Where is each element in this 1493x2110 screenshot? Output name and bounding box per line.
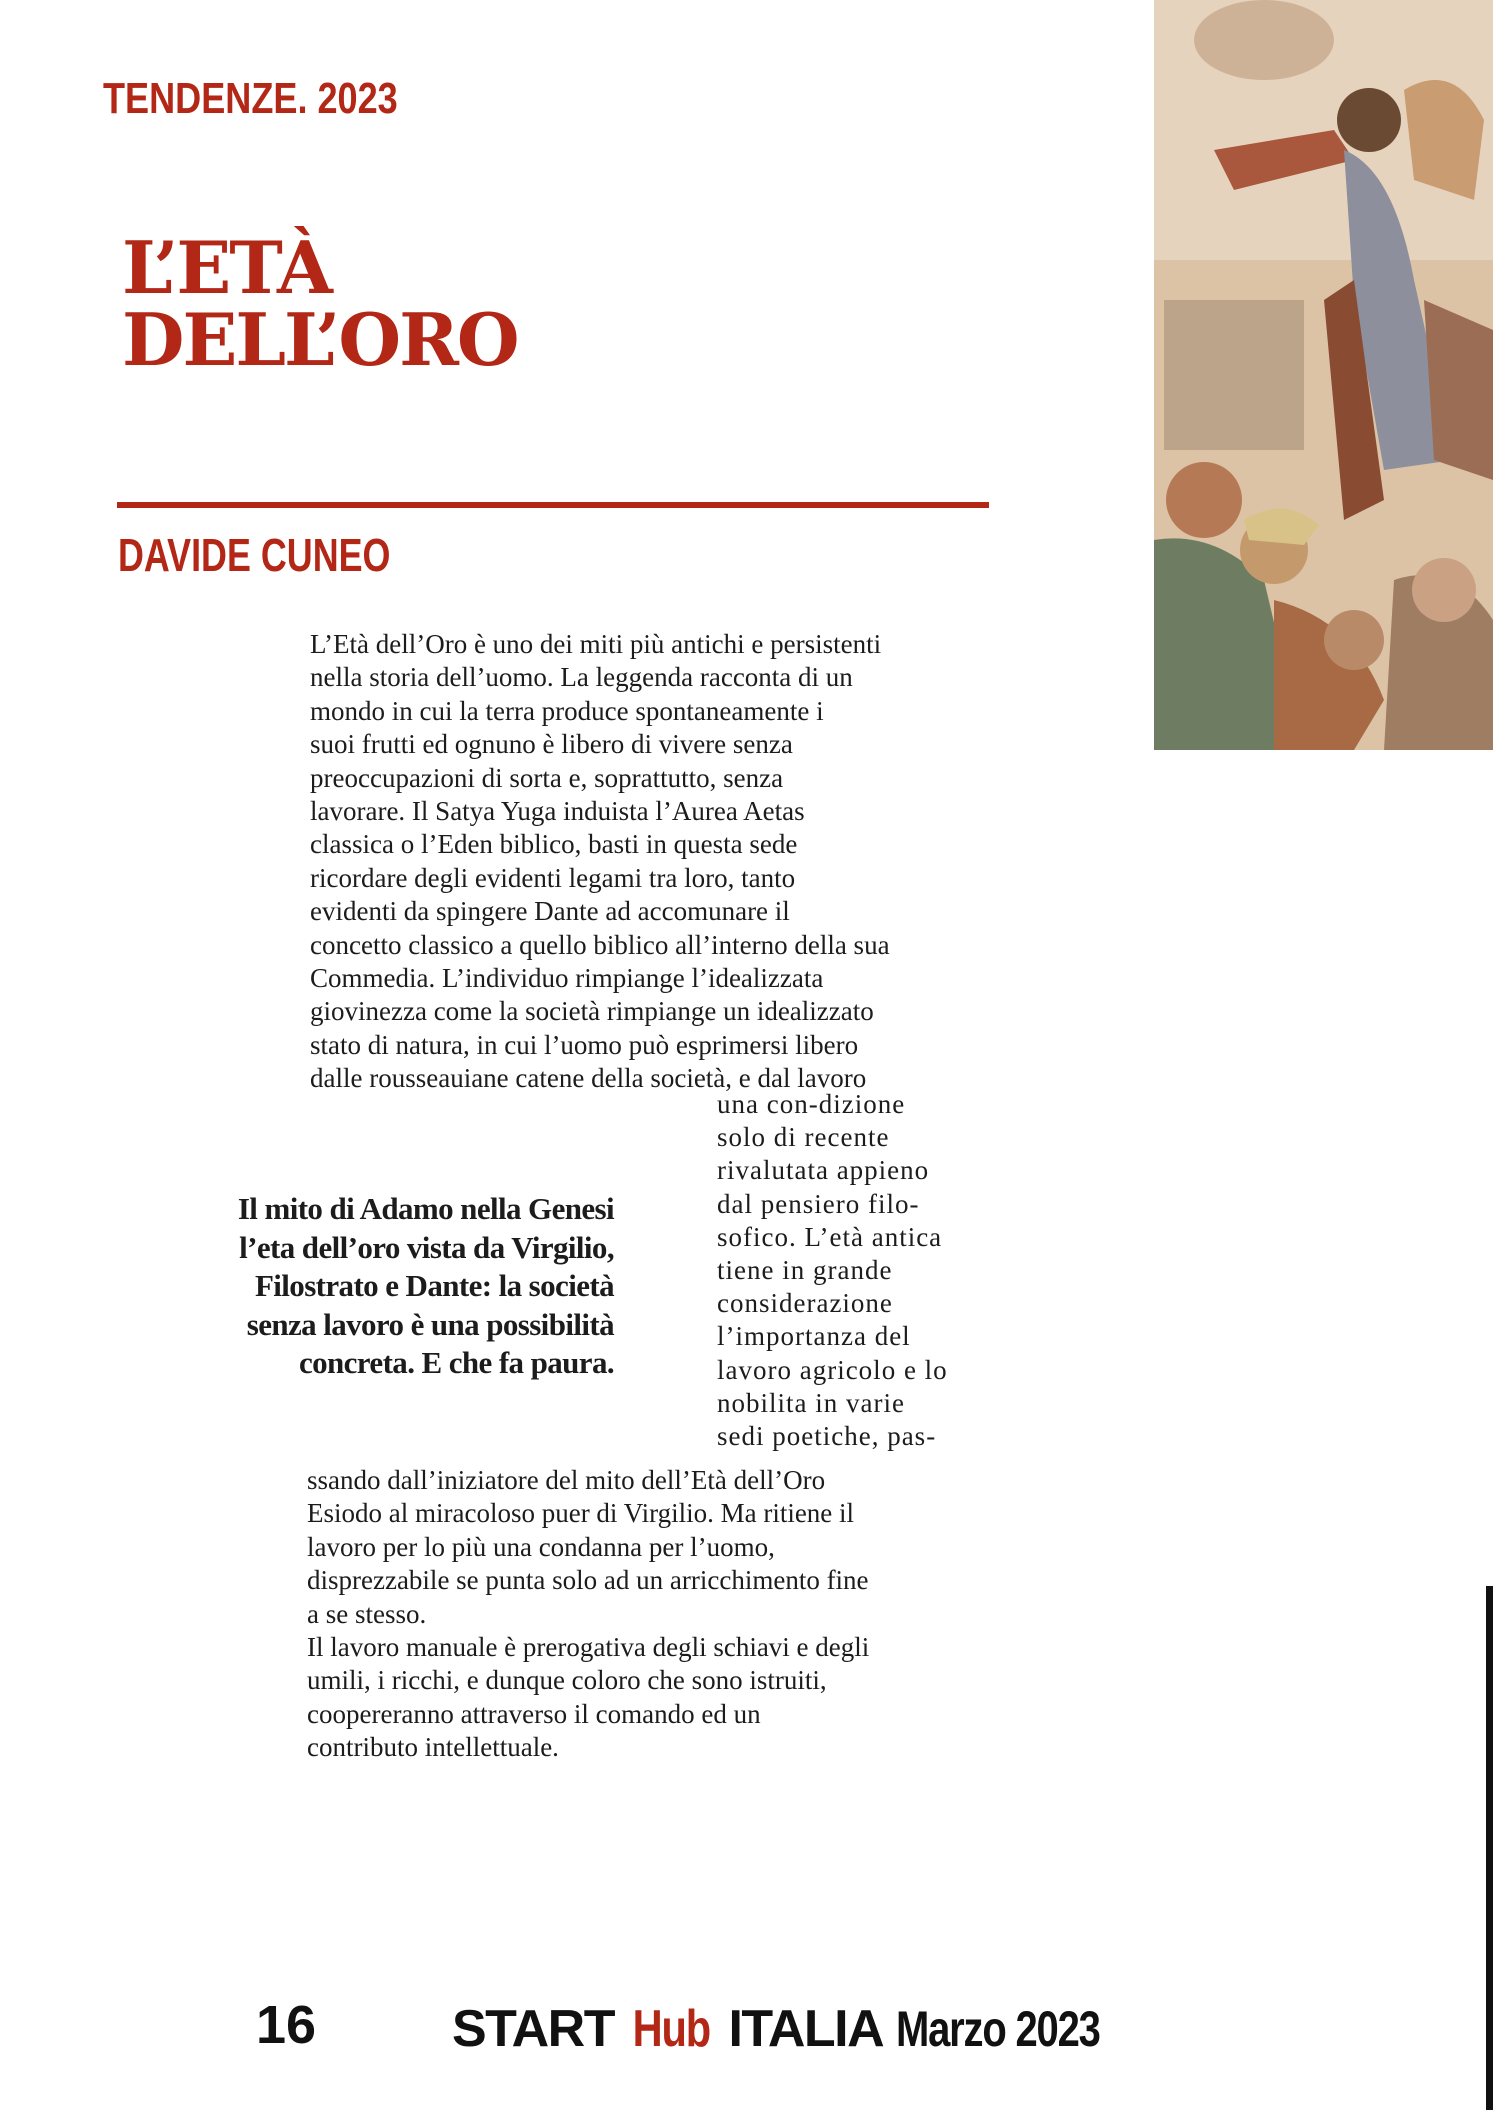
quote-line: Filostrato e Dante: la società bbox=[254, 1268, 614, 1303]
article-paragraph-2 bbox=[717, 1088, 963, 1453]
text-line: l’importanza del bbox=[717, 1321, 911, 1352]
quote-line: concreta. E che fa paura. bbox=[298, 1345, 614, 1380]
text-line: suoi frutti ed ognuno è libero di vivere senza bbox=[310, 729, 793, 760]
issue-date: Marzo 2023 bbox=[896, 2001, 1100, 2057]
text-line: Esiodo al miracoloso puer di Virgilio. Ma ritiene il bbox=[307, 1498, 855, 1529]
text-line: concetto classico a quello biblico all’interno della sua bbox=[310, 929, 890, 960]
pull-quote bbox=[180, 1190, 614, 1383]
text-line: coopereranno attraverso il comando ed un bbox=[307, 1698, 761, 1729]
text-line: sofico. L’età antica bbox=[717, 1221, 943, 1252]
author-name: DAVIDE CUNEO bbox=[118, 529, 391, 581]
article-paragraph-1 bbox=[310, 628, 961, 1096]
text-line: mondo in cui la terra produce spontaneamente i bbox=[310, 695, 824, 726]
title-line-1: L’ETÀ bbox=[122, 225, 331, 310]
text-line: ssando dall’iniziatore del mito dell’Età dell’Oro bbox=[307, 1465, 826, 1495]
section-label: TENDENZE. 2023 bbox=[103, 74, 398, 123]
text-line: lavoro per lo più una condanna per l’uomo, bbox=[307, 1531, 775, 1562]
text-line: nella storia dell’uomo. La leggenda racconta di un bbox=[310, 662, 853, 693]
text-line: solo di recente bbox=[717, 1122, 890, 1153]
article-title bbox=[122, 225, 518, 382]
text-line: tiene in grande bbox=[717, 1255, 893, 1286]
brand-start: START bbox=[452, 2000, 614, 2058]
text-line: L’Età dell’Oro è uno dei miti più antichi e persistenti bbox=[310, 629, 882, 659]
brand-italia: ITALIA bbox=[728, 2000, 882, 2058]
text-line: umili, i ricchi, e dunque coloro che sono istruiti, bbox=[307, 1665, 827, 1696]
text-line: dal pensiero filo- bbox=[717, 1188, 920, 1219]
article-paragraph-4 bbox=[307, 1631, 961, 1765]
page-number: 16 bbox=[256, 1995, 317, 2055]
title-line-2: DELL’ORO bbox=[122, 297, 518, 382]
text-line: nobilita in varie bbox=[717, 1387, 905, 1418]
fresco-illustration bbox=[1154, 0, 1493, 750]
text-line: dalle rousseauiane catene della società, e dal lavoro bbox=[310, 1063, 867, 1094]
text-line: rivalutata appieno bbox=[717, 1155, 930, 1186]
text-line: Il lavoro manuale è prerogativa degli schiavi e degli bbox=[307, 1632, 870, 1662]
fresco-image bbox=[1154, 0, 1493, 750]
text-line: disprezzabile se punta solo ad un arricchimento fine bbox=[307, 1565, 869, 1596]
text-line: giovinezza come la società rimpiange un idealizzato bbox=[310, 996, 874, 1027]
text-line: classica o l’Eden biblico, basti in questa sede bbox=[310, 829, 798, 860]
text-line: ricordare degli evidenti legami tra loro, tanto bbox=[310, 862, 796, 893]
text-line: lavorare. Il Satya Yuga induista l’Aurea Aetas bbox=[310, 796, 805, 827]
text-line: evidenti da spingere Dante ad accomunare il bbox=[310, 896, 790, 927]
text-line: Commedia. L’individuo rimpiange l’idealizzata bbox=[310, 963, 824, 994]
magazine-masthead bbox=[452, 1999, 1151, 2059]
title-divider bbox=[117, 502, 989, 508]
text-line: stato di natura, in cui l’uomo può esprimersi libero bbox=[310, 1029, 859, 1060]
text-line: lavoro agricolo e lo bbox=[717, 1354, 948, 1385]
text-line: sedi poetiche, pas- bbox=[717, 1421, 937, 1452]
brand-hub: Hub bbox=[632, 2000, 710, 2058]
text-line: a se stesso. bbox=[307, 1598, 427, 1629]
text-line: una con-dizione bbox=[717, 1089, 906, 1119]
quote-line: l’eta dell’oro vista da Virgilio, bbox=[239, 1229, 614, 1265]
article-paragraph-3 bbox=[307, 1464, 961, 1631]
quote-line: Il mito di Adamo nella Genesi bbox=[237, 1191, 614, 1226]
page-edge-bar bbox=[1486, 1586, 1493, 2110]
text-line: considerazione bbox=[717, 1288, 893, 1319]
text-line: contributo intellettuale. bbox=[307, 1732, 559, 1763]
quote-line: senza lavoro è una possibilità bbox=[246, 1306, 614, 1342]
text-line: preoccupazioni di sorta e, soprattutto, senza bbox=[310, 762, 784, 793]
